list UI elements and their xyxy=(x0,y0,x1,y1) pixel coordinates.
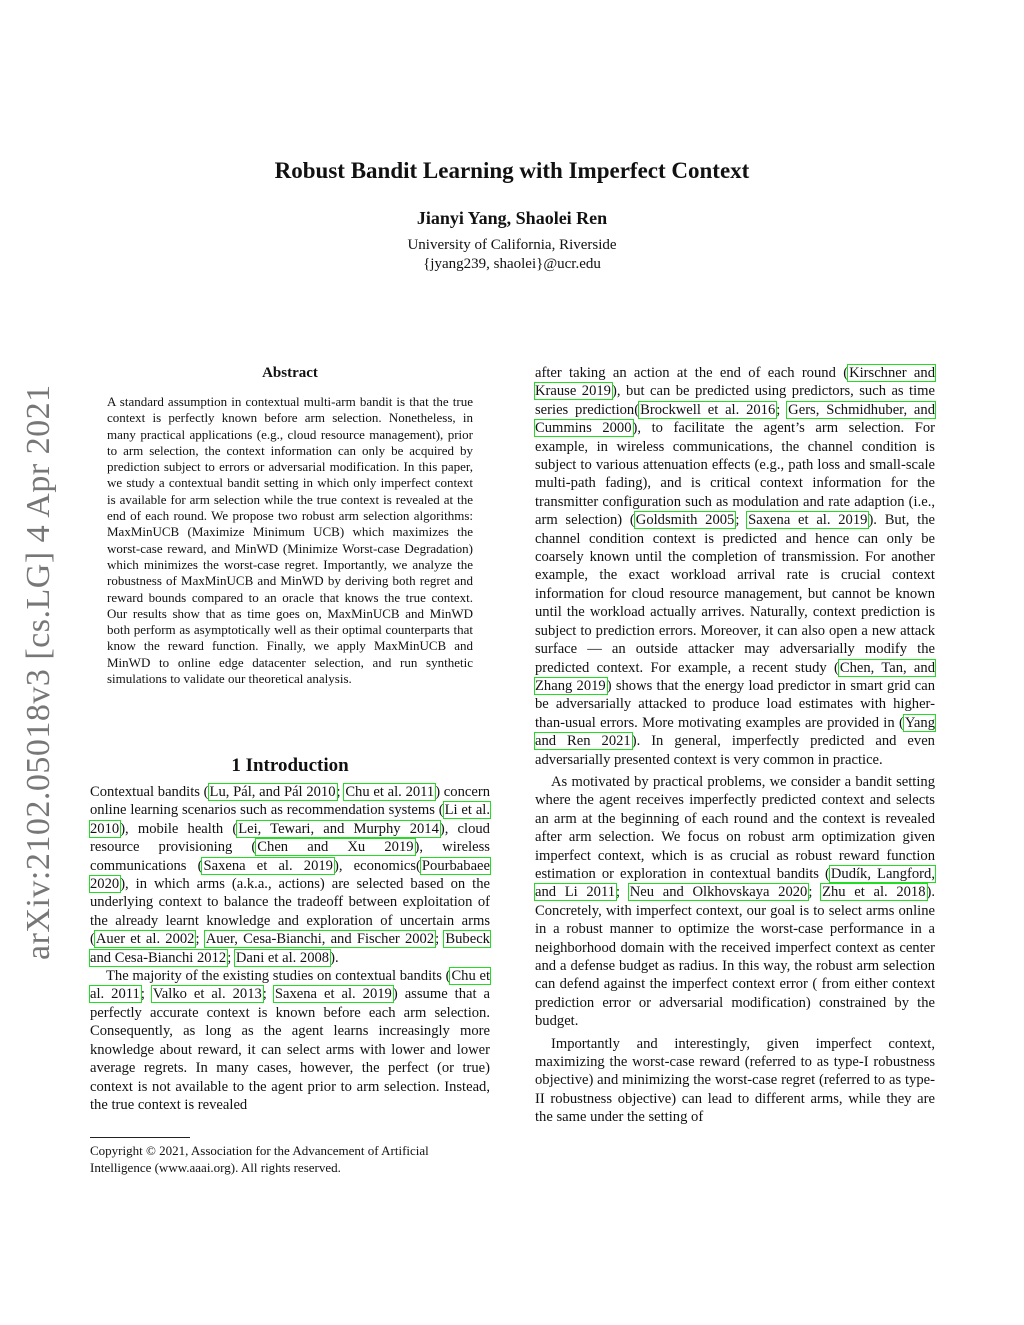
paper-authors: Jianyi Yang, Shaolei Ren xyxy=(416,208,608,228)
citation-link[interactable]: Dudík, Langford, and Li 2011 xyxy=(535,865,935,901)
citation-link[interactable]: Saxena et al. 2019 xyxy=(203,857,333,874)
affiliation: University of California, Riverside xyxy=(407,237,617,253)
citation-link[interactable]: Lu, Pál, and Pál 2010 xyxy=(209,784,336,800)
citation-link[interactable]: Valko et al. 2013 xyxy=(152,986,262,1003)
citation-link[interactable]: Chen and Xu 2019 xyxy=(257,839,414,856)
citation-link[interactable]: Yang and Ren 2021 xyxy=(535,714,935,750)
citation-link[interactable]: Neu and Olkhovskaya 2020 xyxy=(629,884,808,901)
citation-link[interactable]: Li et al. 2010 xyxy=(90,802,490,837)
text-run: ; xyxy=(336,784,345,800)
text-run: ; xyxy=(808,884,822,901)
abstract-heading: Abstract xyxy=(262,365,318,381)
author-email: {jyang239, shaolei}@ucr.edu xyxy=(423,256,601,272)
right-paragraph-1 xyxy=(535,364,935,769)
text-run: ) shows that the energy load predictor in smart grid can be adversarially attacked to produce load estimates with higher-than-usual errors. More motivating examples are provided in ( xyxy=(535,677,935,731)
text-run: ). Concretely, with imperfect context, our goal is to select arms online in a robust manner to optimize the worst-case performance in a neighborhood domain with the received imperfect context as center and a defense budget as radius. In this way, the robust arm selection can defend against the imperfect context error ( from either context prediction error or adversarial modification) constrained by the budget. xyxy=(535,884,936,1030)
section-heading-introduction: 1 Introduction xyxy=(231,755,349,776)
author-affiliation-block xyxy=(0,236,1024,274)
text-run: The majority of the existing studies on contextual bandits ( xyxy=(106,968,451,985)
text-run: Contextual bandits ( xyxy=(90,784,209,800)
citation-link[interactable]: Dani et al. 2008 xyxy=(235,949,330,966)
citation-link[interactable]: Chen, Tan, and Zhang 2019 xyxy=(535,659,935,694)
text-run: As motivated by practical problems, we consider a bandit setting where the agent receives imperfectly predicted context and selects an arm at the beginning of each round and the context is revealed after arm selection. We focus on robust arm optimization given imperfect context, which is as crucial as robust reward function estimation or exploration in contextual bandits ( xyxy=(535,773,935,882)
text-run: ), but can be predicted using predictors, such as time series prediction( xyxy=(535,383,935,418)
footnote-divider xyxy=(90,1137,190,1138)
text-run: ). xyxy=(330,949,339,966)
text-run: ; xyxy=(140,986,152,1003)
text-run: ; xyxy=(435,931,445,948)
text-run: ; xyxy=(776,401,788,418)
text-run: ; xyxy=(195,931,205,948)
arxiv-identifier: arXiv:2102.05018v3 [cs.LG] 4 Apr 2021 xyxy=(20,384,57,960)
right-column-body xyxy=(535,364,935,1127)
text-run: ), wireless communications ( xyxy=(90,839,490,874)
citation-link[interactable]: Auer, Cesa-Bianchi, and Fischer 2002 xyxy=(205,931,435,948)
citation-link[interactable]: Zhu et al. 2018 xyxy=(822,884,926,901)
intro-paragraph-2 xyxy=(90,967,490,1114)
citation-link[interactable]: Saxena et al. 2019 xyxy=(748,512,868,529)
text-run: ; xyxy=(735,512,748,529)
text-run: ; xyxy=(227,949,235,966)
citation-link[interactable]: Chu et al. 2011 xyxy=(90,968,490,1003)
citation-link[interactable]: Pourbabaee 2020 xyxy=(90,857,490,893)
citation-link[interactable]: Chu et al. 2011 xyxy=(345,784,435,800)
text-run: ) concern online learning scenarios such as recommendation systems ( xyxy=(90,784,490,819)
abstract-text: A standard assumption in contextual multi-arm bandit is that the true context is perfectly known before arm selection. Nonetheless, in many practical applications (e.g., cloud resource management), prior to arm selection, the context information can only be acquired by prediction subject to errors or adversarial modification. In this paper, we study a contextual bandit setting in which only imperfect context is available for arm selection while the true context is revealed at the end of each round. We propose two robust arm selection algorithms: MaxMinUCB (Maximize Minimum UCB) which maximizes the worst-case reward, and MinWD (Minimize Worst-case Degradation) which minimizes the worst-case regret. Importantly, we analyze the robustness of MaxMinUCB and MinWD by deriving both regret and reward bounds compared to an oracle that knows the true context. Our results show that as time goes on, MaxMinUCB and MinWD both perform as asymptotically well as their optimal counterparts that know the reward function. Finally, we apply MaxMinUCB and MinWD to online edge datacenter selection, and run synthetic simulations to validate our theoretical analysis. xyxy=(107,394,473,687)
text-run: ; xyxy=(262,986,274,1003)
text-run: ). But, the channel condition context is predicted and hence can only be coarsely known until the completion of transmission. For another example, the exact workload arrival rate is crucial context information for cloud resource management, but cannot be known until the workload actually arrives. Naturally, context prediction is subject to prediction errors. Moreover, it can also open a new attack surface — an outside attacker may adversarially modify the predicted context. For example, a recent study ( xyxy=(535,512,935,676)
text-run: ). In general, imperfectly predicted and even adversarially presented context is very common in practice. xyxy=(535,733,935,768)
right-paragraph-3: Importantly and interestingly, given imperfect context, maximizing the worst-case reward (referred to as type-I robustness objective) and minimizing the worst-case regret (referred to as type-II robustness objective) can lead to different arms, while they are the same under the setting of xyxy=(535,1035,935,1126)
text-run: ), to facilitate the agent’s arm selection. For example, in wireless communications, the channel condition is subject to various attenuation effects (e.g., path loss and small-scale multi-path fading), and is critical context information for the transmitter configuration such as modulation and rate adaption (i.e., arm selection) ( xyxy=(535,420,935,529)
citation-link[interactable]: Auer et al. 2002 xyxy=(95,931,195,948)
citation-link[interactable]: Gers, Schmidhuber, and Cummins 2000 xyxy=(535,401,935,437)
copyright-footnote: Copyright © 2021, Association for the Advancement of Artificial Intelligence (www.aaai.org). All rights reserved. xyxy=(90,1143,429,1175)
text-run: ), mobile health ( xyxy=(120,820,238,837)
text-run: ), in which arms (a.k.a., actions) are selected based on the underlying context to balance the tradeoff between exploitation of the already learnt knowledge and exploration of uncertain arms ( xyxy=(90,876,490,948)
right-paragraph-2 xyxy=(535,773,935,1031)
text-run: ; xyxy=(616,884,629,901)
introduction-body xyxy=(90,783,490,1114)
citation-link[interactable]: Bubeck and Cesa-Bianchi 2012 xyxy=(90,931,490,966)
text-run: ), economics( xyxy=(333,857,421,874)
citation-link[interactable]: Saxena et al. 2019 xyxy=(274,986,392,1003)
citation-link[interactable]: Goldsmith 2005 xyxy=(635,512,735,529)
text-run: ), cloud resource provisioning ( xyxy=(90,820,490,856)
citation-link[interactable]: Lei, Tewari, and Murphy 2014 xyxy=(238,820,439,837)
text-run: after taking an action at the end of each round ( xyxy=(535,365,849,381)
paper-title: Robust Bandit Learning with Imperfect Context xyxy=(274,158,750,183)
citation-link[interactable]: Kirschner and Krause 2019 xyxy=(535,365,935,400)
citation-link[interactable]: Brockwell et al. 2016 xyxy=(640,401,776,418)
intro-paragraph-1 xyxy=(90,783,490,967)
text-run: ) assume that a perfectly accurate context is known before each arm selection. Consequently, as long as the agent learns increasingly more knowledge about reward, it can select arms with lower and lower average regrets. In many cases, however, the perfect (or true) context is not available to the agent prior to arm selection. Instead, the true context is revealed xyxy=(90,986,491,1113)
